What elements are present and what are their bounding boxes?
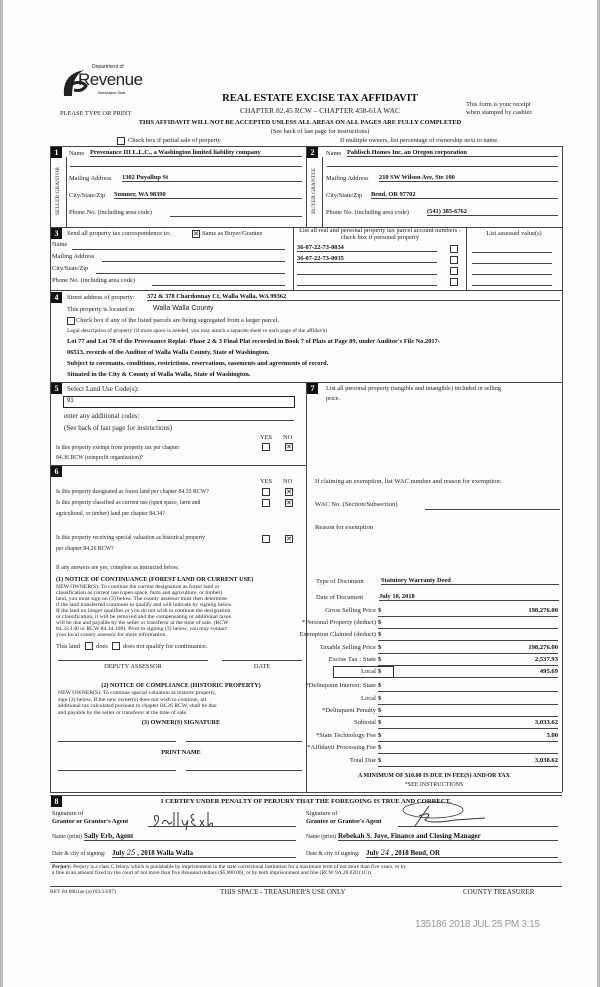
amount-label: Total Due <box>349 757 376 764</box>
corr-name-field[interactable] <box>72 249 285 250</box>
currency-symbol: $ <box>378 719 382 726</box>
buyer-mail-field[interactable]: 210 SW Wilson Ave, Ste 100 <box>379 174 558 182</box>
currency-symbol: $ <box>378 668 382 675</box>
county-field[interactable]: Walla Walla County <box>153 305 214 312</box>
amount-underline <box>378 741 558 742</box>
amount-row <box>306 607 562 617</box>
document-type-field[interactable]: Statutory Warranty Deed <box>381 577 559 585</box>
scan-edge <box>0 0 3 987</box>
buyer-city-field[interactable]: Bend, OR 97702 <box>371 191 558 199</box>
currency-symbol: $ <box>378 707 382 714</box>
seller-mail-field[interactable]: 1302 Puyallup St <box>122 174 302 182</box>
segregated-checkbox[interactable] <box>67 317 75 325</box>
document-date-field[interactable]: July 18, 2018 <box>379 593 559 601</box>
amount-label: Local <box>360 695 376 702</box>
amount-value[interactable]: 5.00 <box>546 732 558 739</box>
amount-label: *Affidavit Processing Fee <box>307 744 376 751</box>
amount-row <box>306 707 562 717</box>
amount-value[interactable]: 495.69 <box>539 668 558 675</box>
warning: THIS AFFIDAVIT WILL NOT BE ACCEPTED UNLESS ALL AREAS ON ALL PAGES ARE FULLY COMPLETED <box>138 119 462 126</box>
section-number: 5 <box>51 383 62 394</box>
affidavit-page: Department of Revenue Washington State REAL ESTATE EXCISE TAX AFFIDAVIT PLEASE TYPE OR PRINT CHAPTER 82.45 RCW – CHAPTER 458-61A WAC This form is your receipt when stamped by cashier. THIS AFFIDAVIT WILL NOT BE ACCEPTED UNLESS ALL AREAS ON ALL PAGES ARE FULLY COMPLETED (See back of last page for instructions) Check box if partial sale of property If multiple owners, list percentage of ownership next to name. 1 2 SELLER GRANTOR BUYER GRANTEE Name Provenance III L.L.C., a Washington limited liability company Mailing Address 1302 Puyallup St City/State/Zip Sumner, WA 98390 Phone No. (including area code) Name Pahlisch Homes Inc, an Oregon corporation Mailing Address 210 SW Wilson Ave, Ste 100 City/State/Zip Bend, OR 97702 Phone No. (including area code) (541) 385-6762 3 Send all property tax correspondence to: ✕ Same as Buyer/Grantee Name Mailing Address City/State/Zip Phone No. (including area code) List all real and personal property tax parcel account numbers - check box if personal property List assessed value(s) 36-07-22-73-0034 36-07-22-73-0035 4 Street address of property: 372 & 378 Chardonnay Ct, Walla Walla, WA 99362 This property is located in Walla Walla County Check box if any of the listed parcels are being segregated from a larger parcel. Legal description of property (if more space is needed, you may attach a separate sheet to each page of the affidavit) Lot 77 and Lot 78 of the Provenance Replat- Phase 2 & 3 Final Plat recorded in Book 7 of Plats at Page 89, under Auditor's File No.2017- 06513, records of the Auditor of Walla Walla County, State of Washington. Subject to covenants, conditions, restrictions, reservations, easements and agreements of record. Situated in the City & County of Walla Walla, State of Washington. 5 Select Land Use Code(s): 91 enter any additional codes: (See back of last page for instructions) YES NO Is this property exempt from property tax per chapter 84.36 RCW (nonprofit organization)? ✕ 6 YES NO Is this property designated as forest land per chapter 84.33 RCW? ✕ Is this property classified as current use (open space, farm and agricultural, or timber) land per chapter 84.34? ✕ Is this property receiving special valuation as historical property per chapter 84.26 RCW? ✕ If any answers are yes, complete as instructed below. (1) NOTICE OF CONTINUANCE (FOREST LAND OR CURRENT USE) NEW OWNER(S): To continue the current designation as forest land or classification as current use (open space, farm and agriculture, or timber) land, you must sign on (3) below. The county assessor must then determine if the land transferred continues to qualify and will indicate by signing below. If the land no longer qualifies or you do not wish to continue the designation or classification, it will be removed and the compensating or additional taxes will be due and payable by the seller or transferor at the time of sale. (RCW 84.33.140 or RCW 84.34.108). Prior to signing (3) below, you may contact your local county assessor for more information. This land does does not qualify for continuance. DEPUTY ASSESSOR DATE (2) NOTICE OF COMPLIANCE (HISTORIC PROPERTY) NEW OWNER(S): To continue special valuation as historic property, sign (3) below. If the new owner(s) does not wish to continue, all additional tax calculated pursuant to chapter 84.26 RCW, shall be due and payable by the seller or transferor at the time of sale. (3) OWNER(S) SIGNATURE PRINT NAME 7 List all personal property (tangible and intangible) included in selling price. If claiming an exemption, list WAC number and reason for exemption: WAC No. (Section/Subsection) Reason for exemption Type of Document Statutory Warranty Deed Date of Document July 18, 2018 Gross Selling Price $ 198,276.00 *Personal Property (deduct) $ Exemption Claimed (deduct) $ Taxable Selling Price $ 198,276.00 Excise Tax : State $ 2,537.93 Local $ 495.69 *Delinquent Interest: State $ Local $ *Delinquent Penalty $ Subtotal $ 3,033.62 *State Technology Fee $ 5.00 *Affidavit Processing Fee $ Total Due $ 3,038.62 A MINIMUM OF $10.00 IS DUE IN FEE(S) AND/OR TAX *SEE INSTRUCTIONS 8 I CERTIFY UNDER PENALTY OF PERJURY THAT THE FOREGOING IS TRUE AND CORRECT. Signature of Grantor or Grantor's Agent Name (print) Sally Erb, Agent Date & city of signing: July 25 , 2018 Walla Walla Signature of Grantee or Grantee's Agent Name (print) Rebekah S. Joye, Finance and Closing Manager Date & city of signing: July 24 , 2018 Bend, OR Perjury: Perjury is a class C felony which is punishable by imprisonment in the state correctional institution for a maximum term of not more than five years, or by a fine in an amount fixed by the court of not more than five thousand dollars ($5,000.00), or by both imprisonment and fine (RCW 9A.20.020 (1C)). REV 84 0001ae (a) (03/13/07) THIS SPACE - TREASURER'S USE ONLY COUNTY TREASURER 135186 2018 JUL 25 PM 3:15 <box>0 0 600 987</box>
personal-property-checkbox[interactable] <box>450 256 458 264</box>
amount-underline <box>378 653 558 654</box>
owner-print-name-line[interactable] <box>186 770 302 771</box>
same-as-buyer-checkbox[interactable]: ✕ <box>193 230 199 238</box>
amount-row <box>306 644 562 654</box>
historic-no-checkbox[interactable]: ✕ <box>286 535 292 543</box>
currency-symbol: $ <box>378 644 382 651</box>
grantor-signature <box>150 808 240 830</box>
currency-symbol: $ <box>378 744 382 751</box>
current-use-no-checkbox[interactable]: ✕ <box>286 499 292 507</box>
amount-value[interactable]: 3,038.62 <box>534 757 558 764</box>
amount-underline <box>378 716 558 717</box>
amount-underline <box>378 753 558 754</box>
amount-label: *Personal Property (deduct) <box>302 619 376 626</box>
section-number: 7 <box>307 383 318 394</box>
notice-compliance-text: NEW OWNER(S): To continue special valuation as historic property, sign (3) below. If the new owner(s) does not wish to continue, all additional tax calculated pursuant to chapter 84.26 RCW, shall be due and payable by the seller or transferor at the time of sale. <box>58 690 217 717</box>
amount-label: *Delinquent Interest: State <box>305 682 376 689</box>
seller-name-field[interactable]: Provenance III L.L.C., a Washington limited liability company <box>90 149 302 157</box>
section-number: 6 <box>51 466 62 477</box>
amount-value[interactable]: 198,276.00 <box>528 644 558 651</box>
parcel-number[interactable]: 36-07-22-73-0034 <box>297 244 437 252</box>
does-qualify-checkbox[interactable] <box>85 642 93 650</box>
forest-no-checkbox[interactable]: ✕ <box>286 488 292 496</box>
amount-label: Excise Tax : State <box>328 656 376 663</box>
currency-symbol: $ <box>378 732 382 739</box>
partial-sale-checkbox[interactable] <box>117 137 125 145</box>
exempt-no-checkbox[interactable]: ✕ <box>286 443 292 451</box>
corr-phone-field[interactable] <box>152 285 285 286</box>
personal-property-checkbox[interactable] <box>450 245 458 253</box>
seller-grantor-label: SELLER GRANTOR <box>54 167 61 216</box>
certify-statement: I CERTIFY UNDER PENALTY OF PERJURY THAT THE FOREGOING IS TRUE AND CORRECT. <box>160 798 452 805</box>
amount-underline <box>378 691 558 692</box>
additional-codes-field[interactable] <box>157 420 294 421</box>
currency-symbol: $ <box>378 682 382 689</box>
amount-row <box>306 719 562 729</box>
form-title: REAL ESTATE EXCISE TAX AFFIDAVIT <box>222 93 418 104</box>
amount-label: *State Technology Fee <box>315 732 376 739</box>
notice-continuance-text: NEW OWNER(S): To continue the current designation as forest land or classification as current use (open space, farm and agriculture, or timber) land, you must sign on (3) below. The county assessor must then determine if the land transferred continues to qualify and will indicate by signing below. If the land no longer qualifies or you do not wish to continue the designation or classification, it will be removed and the compensating or additional taxes will be due and payable by the seller or transferor at the time of sale. (RCW 84.33.140 or RCW 84.34.108). Prior to signing (3) below, you may contact your local county assessor for more information. <box>56 584 233 638</box>
parcel-number[interactable] <box>297 277 437 286</box>
amount-row <box>306 682 562 692</box>
amount-row <box>306 757 562 767</box>
current-use-yes-checkbox[interactable] <box>262 499 270 507</box>
section-number: 4 <box>51 292 62 303</box>
grantee-name-field[interactable]: Rebekah S. Joye, Finance and Closing Manager <box>338 832 558 841</box>
currency-symbol: $ <box>378 619 382 626</box>
type-or-print: PLEASE TYPE OR PRINT <box>60 110 132 117</box>
wac-number-field[interactable] <box>425 509 560 510</box>
buyer-phone-field[interactable]: (541) 385-6762 <box>427 208 558 216</box>
amount-label: Exemption Claimed (deduct) <box>299 631 376 638</box>
personal-property-checkbox[interactable] <box>450 278 458 286</box>
owner-signature-line[interactable] <box>186 741 302 742</box>
exempt-yes-checkbox[interactable] <box>262 443 270 451</box>
amount-underline <box>378 766 558 767</box>
amount-label: *Delinquent Penalty <box>321 707 376 714</box>
amount-value[interactable] <box>388 619 558 627</box>
personal-property-checkbox[interactable] <box>450 267 458 275</box>
forest-yes-checkbox[interactable] <box>262 488 270 496</box>
grantor-date-city-field[interactable]: July 25 , 2018 Walla Walla <box>112 849 296 858</box>
parcel-number[interactable]: 36-07-22-73-0035 <box>297 255 437 263</box>
amount-underline <box>378 640 558 641</box>
amount-label: Local <box>360 668 376 675</box>
amount-value[interactable]: 198,276.00 <box>528 607 558 614</box>
corr-city-field[interactable] <box>96 273 285 274</box>
section-number: 1 <box>51 147 62 158</box>
currency-symbol: $ <box>378 656 382 663</box>
corr-mail-field[interactable] <box>102 261 285 262</box>
amount-row <box>306 695 562 705</box>
grantor-name-field[interactable]: Sally Erb, Agent <box>84 832 296 841</box>
perjury-notice: Perjury: Perjury is a class C felony which is punishable by imprisonment in the state correctional institution for a maximum term of not more than five years, or by a fine in an amount fixed by the court of not more than five thousand dollars ($5,000.00), or by both imprisonment and fine (RCW 9A.20.020 (1C)). <box>52 864 407 877</box>
amount-row <box>299 631 562 641</box>
amount-value[interactable] <box>388 695 558 703</box>
currency-symbol: $ <box>378 757 382 764</box>
historic-yes-checkbox[interactable] <box>262 535 270 543</box>
buyer-name-field[interactable]: Pahlisch Homes Inc, an Oregon corporation <box>347 149 558 157</box>
amount-row <box>302 619 562 629</box>
currency-symbol: $ <box>378 695 382 702</box>
amount-row <box>306 744 562 754</box>
grantee-date-city-field[interactable]: July 24 , 2018 Bend, OR <box>366 849 558 858</box>
amount-label: Subtotal <box>354 719 376 726</box>
currency-symbol: $ <box>378 607 382 614</box>
amount-value[interactable]: 3,033.62 <box>534 719 558 726</box>
owner-print-name-line[interactable] <box>58 770 176 771</box>
assessed-value-field[interactable] <box>472 263 552 264</box>
amount-row <box>306 656 562 666</box>
amount-underline <box>378 704 558 705</box>
local-code-input[interactable] <box>333 666 394 678</box>
parcel-number[interactable] <box>297 266 437 275</box>
buyer-grantee-label: BUYER GRANTEE <box>310 168 317 214</box>
amount-value[interactable]: 2,537.93 <box>534 656 558 663</box>
street-address-field[interactable]: 372 & 378 Chardonnay Ct, Walla Walla, WA 99362 <box>147 293 560 301</box>
amount-value[interactable] <box>388 744 558 752</box>
owner-signature-line[interactable] <box>58 741 176 742</box>
assessed-value-field[interactable] <box>472 274 552 275</box>
amount-underline <box>378 616 558 617</box>
amount-value[interactable] <box>388 707 558 715</box>
seller-city-field[interactable]: Sumner, WA 98390 <box>114 191 302 199</box>
amount-underline <box>378 728 558 729</box>
treasurer-stamp: 135186 2018 JUL 25 PM 3:15 <box>415 919 540 930</box>
amount-underline <box>378 628 558 629</box>
assessor-date-line[interactable] <box>222 660 302 661</box>
section-number: 2 <box>307 147 318 158</box>
currency-symbol: $ <box>378 631 382 638</box>
seller-phone-field[interactable] <box>170 208 302 217</box>
amount-label: Gross Selling Price <box>325 607 376 614</box>
assessed-value-field[interactable] <box>472 252 552 253</box>
section-number: 8 <box>51 796 62 807</box>
amount-underline <box>378 677 558 678</box>
deputy-assessor-signature-line[interactable] <box>58 660 208 661</box>
amount-row <box>306 732 562 742</box>
assessed-value-field[interactable] <box>472 285 552 286</box>
section-number: 3 <box>51 228 62 239</box>
dor-logo: Department of Revenue Washington State <box>60 62 140 102</box>
amount-value[interactable] <box>388 631 558 639</box>
land-use-code-input[interactable]: 91 <box>63 396 295 408</box>
chapter-line: CHAPTER 82.45 RCW – CHAPTER 458-61A WAC <box>240 106 400 115</box>
amount-underline <box>378 665 558 666</box>
grantee-signature <box>395 800 505 830</box>
amount-value[interactable] <box>388 682 558 690</box>
does-not-qualify-checkbox[interactable] <box>112 642 120 650</box>
amount-label: Taxable Selling Price <box>319 644 376 651</box>
